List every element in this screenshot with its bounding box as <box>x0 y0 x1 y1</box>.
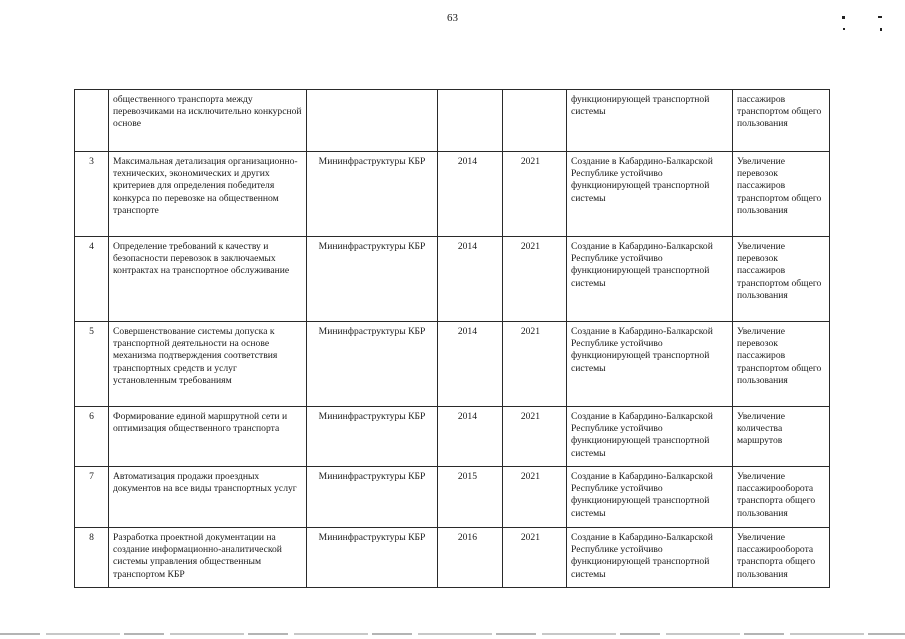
task-cell: Формирование единой маршрутной сети и оптимизация общественного транспорта <box>109 407 307 467</box>
scan-edge-line <box>0 633 905 635</box>
executor-cell: Мининфраструктуры КБР <box>307 407 438 467</box>
task-cell: Максимальная детализация организационно-технических, экономических и других критериев для определения победителя конкурса по перевозке на общественном транспорте <box>109 152 307 237</box>
row-number: 6 <box>75 407 109 467</box>
task-cell: Определение требований к качеству и безопасности перевозок в заключаемых контрактах на транспортное обслуживание <box>109 237 307 322</box>
end-year-cell: 2021 <box>503 237 567 322</box>
executor-cell: Мининфраструктуры КБР <box>307 152 438 237</box>
result-cell: Создание в Кабардино-Балкарской Республике устойчиво функционирующей транспортной системы <box>567 237 733 322</box>
row-number: 5 <box>75 322 109 407</box>
task-cell: Автоматизация продажи проездных документов на все виды транспортных услуг <box>109 467 307 528</box>
indicator-cell: Увеличение количества маршрутов <box>733 407 830 467</box>
table-row <box>75 407 830 467</box>
indicator-cell: Увеличение перевозок пассажиров транспортом общего пользования <box>733 322 830 407</box>
result-cell: Создание в Кабардино-Балкарской Республике устойчиво функционирующей транспортной системы <box>567 322 733 407</box>
row-number <box>75 90 109 152</box>
task-cell: Совершенствование системы допуска к транспортной деятельности на основе механизма подтверждения соответствия транспортных средств и услуг установленным требованиям <box>109 322 307 407</box>
start-year-cell: 2016 <box>438 528 503 588</box>
start-year-cell: 2014 <box>438 322 503 407</box>
row-number: 7 <box>75 467 109 528</box>
start-year-cell: 2014 <box>438 152 503 237</box>
result-cell: функционирующей транспортной системы <box>567 90 733 152</box>
table-row <box>75 467 830 528</box>
indicator-cell: Увеличение перевозок пассажиров транспортом общего пользования <box>733 237 830 322</box>
start-year-cell: 2015 <box>438 467 503 528</box>
end-year-cell: 2021 <box>503 407 567 467</box>
scan-specks <box>840 14 890 34</box>
task-cell: общественного транспорта между перевозчиками на исключительно конкурсной основе <box>109 90 307 152</box>
start-year-cell: 2014 <box>438 407 503 467</box>
table-row <box>75 152 830 237</box>
executor-cell: Мининфраструктуры КБР <box>307 467 438 528</box>
indicator-cell: Увеличение пассажирооборота транспорта общего пользования <box>733 467 830 528</box>
page-number: 63 <box>447 12 458 24</box>
start-year-cell <box>438 90 503 152</box>
indicator-cell: Увеличение пассажирооборота транспорта общего пользования <box>733 528 830 588</box>
end-year-cell: 2021 <box>503 322 567 407</box>
result-cell: Создание в Кабардино-Балкарской Республике устойчиво функционирующей транспортной системы <box>567 407 733 467</box>
end-year-cell: 2021 <box>503 528 567 588</box>
indicator-cell: пассажиров транспортом общего пользования <box>733 90 830 152</box>
table-row <box>75 528 830 588</box>
task-cell: Разработка проектной документации на создание информационно-аналитической системы управления общественным транспортом КБР <box>109 528 307 588</box>
result-cell: Создание в Кабардино-Балкарской Республике устойчиво функционирующей транспортной системы <box>567 528 733 588</box>
end-year-cell: 2021 <box>503 467 567 528</box>
result-cell: Создание в Кабардино-Балкарской Республике устойчиво функционирующей транспортной системы <box>567 152 733 237</box>
table-row <box>75 322 830 407</box>
executor-cell: Мининфраструктуры КБР <box>307 237 438 322</box>
measures-table <box>74 89 830 588</box>
executor-cell <box>307 90 438 152</box>
indicator-cell: Увеличение перевозок пассажиров транспортом общего пользования <box>733 152 830 237</box>
row-number: 4 <box>75 237 109 322</box>
start-year-cell: 2014 <box>438 237 503 322</box>
executor-cell: Мининфраструктуры КБР <box>307 322 438 407</box>
result-cell: Создание в Кабардино-Балкарской Республике устойчиво функционирующей транспортной системы <box>567 467 733 528</box>
row-number: 3 <box>75 152 109 237</box>
table-row <box>75 237 830 322</box>
table-row <box>75 90 830 152</box>
row-number: 8 <box>75 528 109 588</box>
end-year-cell: 2021 <box>503 152 567 237</box>
executor-cell: Мининфраструктуры КБР <box>307 528 438 588</box>
end-year-cell <box>503 90 567 152</box>
